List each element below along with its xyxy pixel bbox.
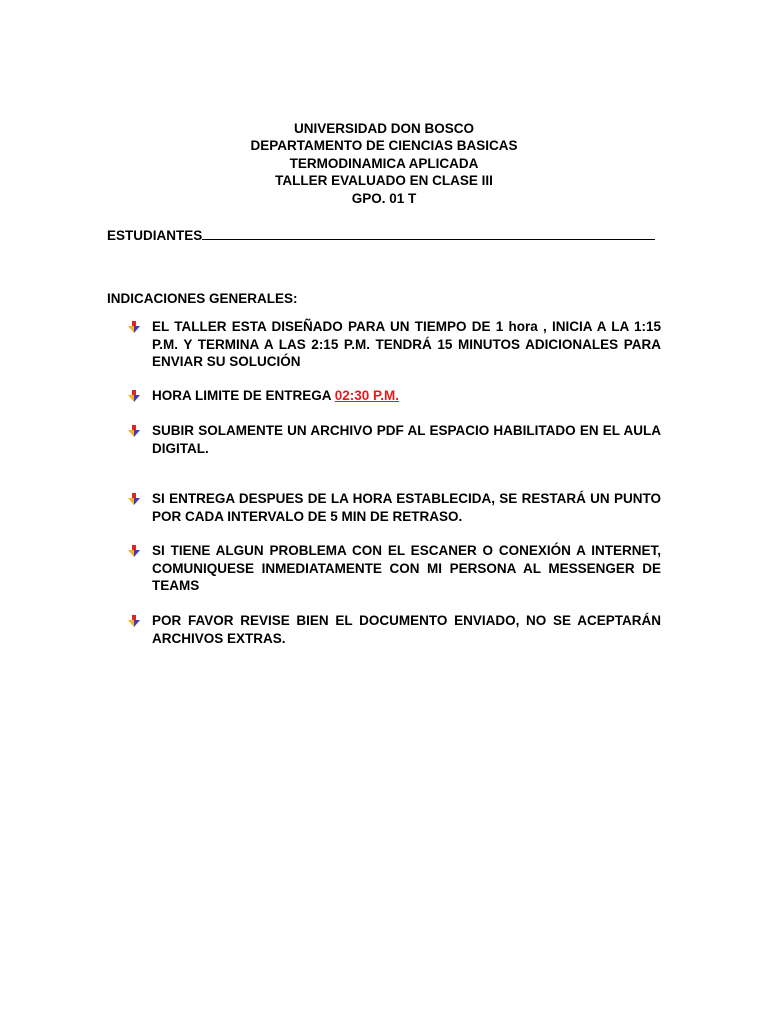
- arrow-down-bullet-icon: [128, 615, 140, 627]
- arrow-down-bullet-icon: [128, 545, 140, 557]
- indications-title: INDICACIONES GENERALES:: [107, 291, 298, 306]
- document-header: [0, 120, 768, 207]
- students-blank-line: [202, 227, 655, 240]
- indication-text: [152, 387, 661, 405]
- arrow-down-bullet-icon: [128, 321, 140, 333]
- group-label: GPO. 01 T: [351, 190, 417, 206]
- indication-text: SI ENTREGA DESPUES DE LA HORA ESTABLECIDA, SE RESTARÁ UN PUNTO POR CADA INTERVALO DE 5 MIN DE RETRASO.: [152, 491, 661, 524]
- students-label: ESTUDIANTES: [107, 228, 203, 243]
- arrow-down-bullet-icon: [128, 390, 140, 402]
- workshop-title: TALLER EVALUADO EN CLASE III: [275, 173, 493, 189]
- students-line: [107, 227, 667, 244]
- course-name: TERMODINAMICA APLICADA: [289, 155, 479, 171]
- university-name: UNIVERSIDAD DON BOSCO: [293, 121, 474, 136]
- indication-item: [128, 542, 668, 595]
- deadline-label: HORA LIMITE DE ENTREGA: [152, 388, 335, 403]
- indication-text: SI TIENE ALGUN PROBLEMA CON EL ESCANER O CONEXIÓN A INTERNET, COMUNIQUESE INMEDIATAMENTE CON MI PERSONA AL MESSENGER DE TEAMS: [152, 543, 661, 593]
- deadline-time: 02:30 P.M.: [334, 388, 400, 403]
- indication-item: [128, 490, 668, 525]
- indication-item: [128, 387, 668, 405]
- indication-item: [128, 612, 668, 647]
- indication-item: [128, 422, 668, 457]
- indication-text: EL TALLER ESTA DISEÑADO PARA UN TIEMPO DE 1 hora , INICIA A LA 1:15 P.M. Y TERMINA A LAS 2:15 P.M. TENDRÁ 15 MINUTOS ADICIONALES PARA ENVIAR SU SOLUCIÓN: [152, 319, 661, 369]
- arrow-down-bullet-icon: [128, 493, 140, 505]
- arrow-down-bullet-icon: [128, 425, 140, 437]
- indication-item: [128, 318, 668, 371]
- department-name: DEPARTAMENTO DE CIENCIAS BASICAS: [250, 138, 518, 154]
- indication-text: POR FAVOR REVISE BIEN EL DOCUMENTO ENVIADO, NO SE ACEPTARÁN ARCHIVOS EXTRAS.: [152, 613, 661, 646]
- indication-text: SUBIR SOLAMENTE UN ARCHIVO PDF AL ESPACIO HABILITADO EN EL AULA DIGITAL.: [152, 423, 661, 456]
